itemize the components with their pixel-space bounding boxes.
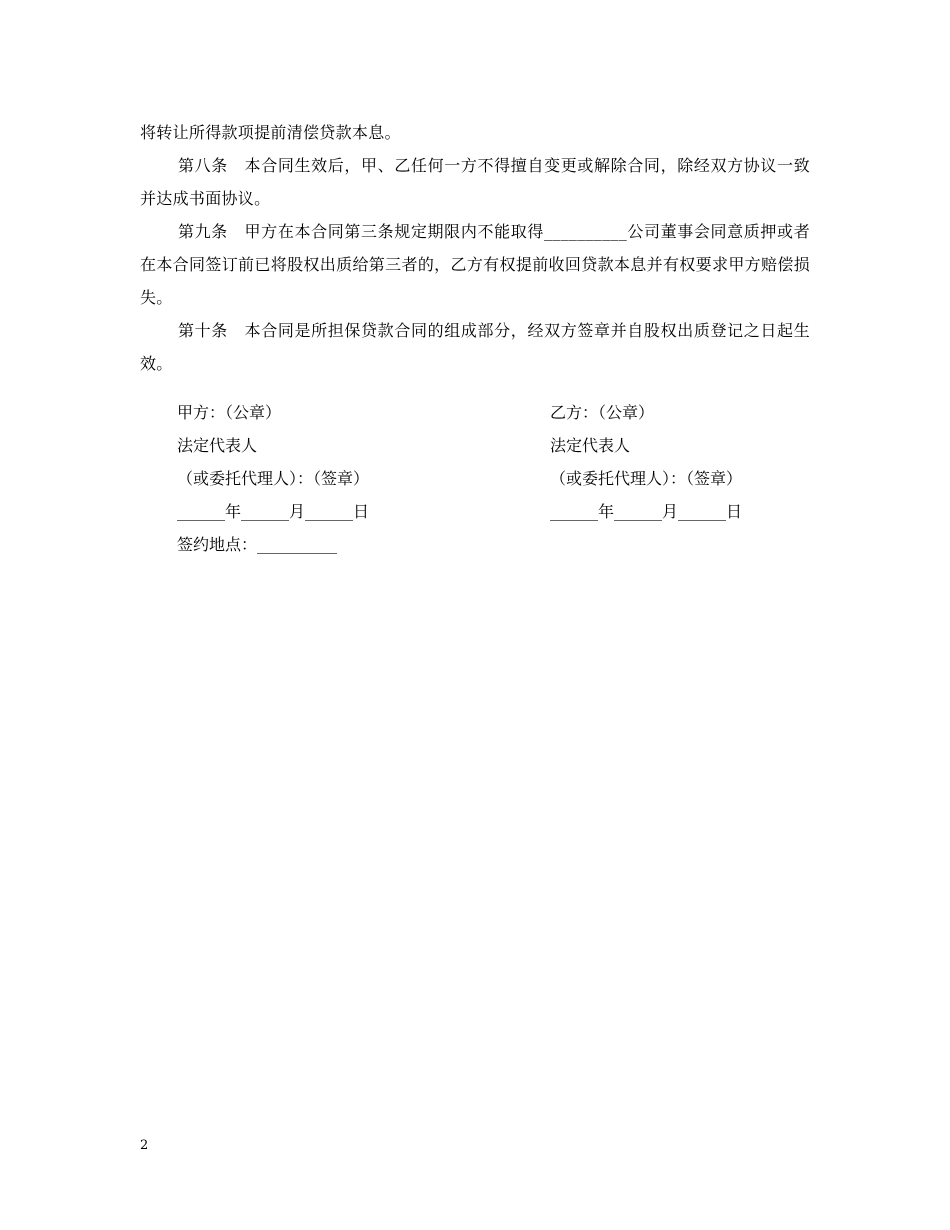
contract-body bbox=[140, 116, 810, 380]
signing-place: 签约地点：__________ bbox=[177, 535, 338, 554]
party-b-agent: （或委托代理人）：（签章） bbox=[550, 469, 743, 488]
party-a-title: 甲方：（公章） bbox=[177, 403, 282, 422]
party-a-legal-rep: 法定代表人 bbox=[177, 436, 258, 455]
party-b-title: 乙方：（公章） bbox=[550, 403, 655, 422]
page-number: 2 bbox=[140, 1138, 149, 1153]
party-a-agent: （或委托代理人）：（签章） bbox=[177, 469, 370, 488]
paragraph-continuation: 将转让所得款项提前清偿贷款本息。 bbox=[140, 123, 401, 142]
party-a-signature-block bbox=[177, 396, 517, 561]
article-8: 第八条 本合同生效后，甲、乙任何一方不得擅自变更或解除合同，除经双方协议一致并达成书面协议。 bbox=[140, 156, 810, 208]
article-10: 第十条 本合同是所担保贷款合同的组成部分，经双方签章并自股权出质登记之日起生效。 bbox=[140, 321, 810, 373]
party-b-date: ______年______月______日 bbox=[550, 502, 743, 521]
party-a-date: ______年______月______日 bbox=[177, 502, 370, 521]
party-b-legal-rep: 法定代表人 bbox=[550, 436, 631, 455]
article-9: 第九条 甲方在本合同第三条规定期限内不能取得__________公司董事会同意质押或者在本合同签订前已将股权出质给第三者的，乙方有权提前收回贷款本息并有权要求甲方赔偿损失。 bbox=[140, 222, 810, 307]
party-b-signature-block bbox=[550, 396, 810, 528]
